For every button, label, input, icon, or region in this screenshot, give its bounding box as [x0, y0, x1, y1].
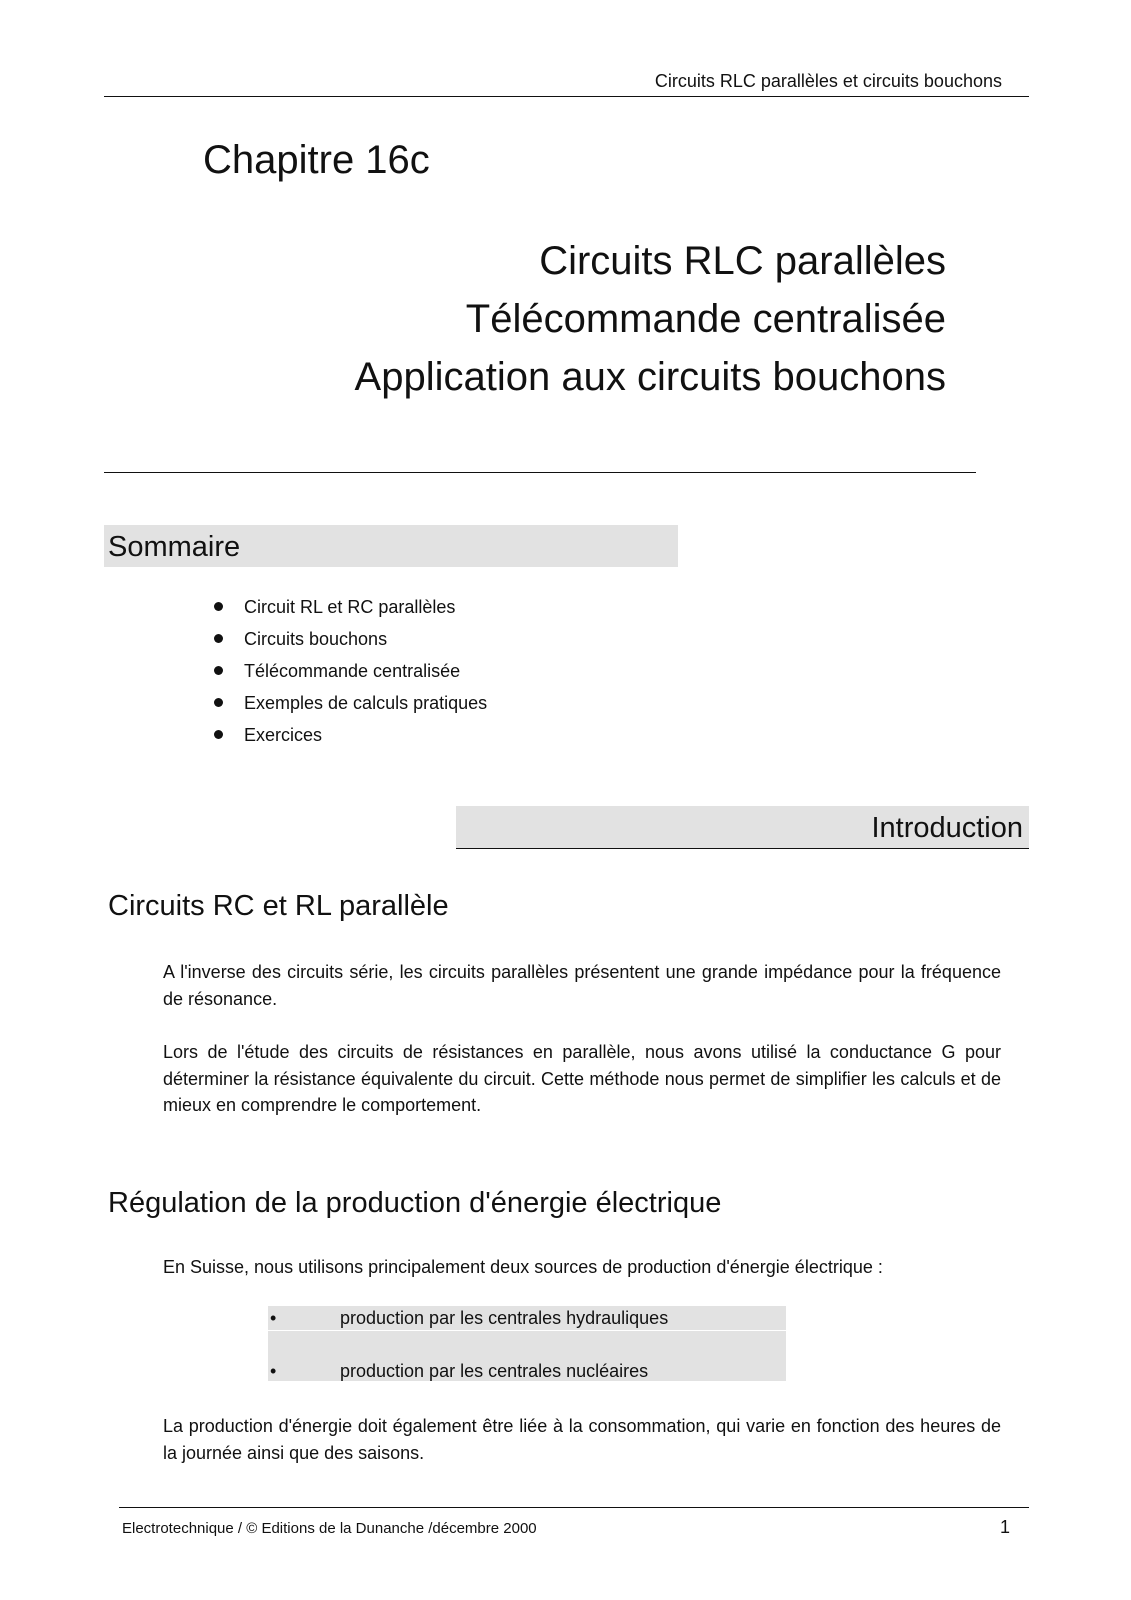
paragraph: Lors de l'étude des circuits de résistances en parallèle, nous avons utilisé la conductance G pour déterminer la résistance équivalente du circuit. Cette méthode nous permet de simplifier les calculs et de mieux en comprendre le comportement. [163, 1042, 1001, 1115]
chapter-titles [104, 232, 946, 406]
running-header: Circuits RLC parallèles et circuits bouchons [654, 71, 1002, 91]
footer-rule [119, 1507, 1029, 1508]
source-item: production par les centrales nucléaires [340, 1361, 649, 1381]
toc-item: Télécommande centralisée [214, 660, 487, 692]
paragraph: La production d'énergie doit également être liée à la consommation, qui varie en fonction des heures de la journée ainsi que des saisons. [163, 1416, 1001, 1463]
sommaire-heading: Sommaire [108, 531, 241, 563]
page-number: 1 [1000, 1517, 1011, 1537]
title-rule [104, 472, 976, 473]
chapter-title-line: Circuits RLC parallèles [539, 239, 946, 283]
paragraph: En Suisse, nous utilisons principalement deux sources de production d'énergie électrique : [163, 1257, 883, 1277]
toc-item: Circuits bouchons [214, 628, 487, 660]
introduction-heading: Introduction [871, 812, 1023, 844]
chapter-title-line: Application aux circuits bouchons [354, 355, 946, 399]
sources-table-divider [268, 1330, 786, 1331]
toc-item: Exercices [214, 724, 487, 756]
source-item: production par les centrales hydrauliques [340, 1308, 669, 1328]
toc-item: Exemples de calculs pratiques [214, 692, 487, 724]
sources-table-row [270, 1307, 780, 1329]
chapter-title-line: Télécommande centralisée [465, 297, 946, 341]
table-of-contents [214, 596, 487, 756]
footer-text: Electrotechnique / © Editions de la Dunanche /décembre 2000 [122, 1520, 537, 1537]
header-rule [104, 96, 1029, 97]
bullet: • [270, 1308, 277, 1328]
paragraph: A l'inverse des circuits série, les circuits parallèles présentent une grande impédance pour la fréquence de résonance. [163, 962, 1001, 1009]
toc-item: Circuit RL et RC parallèles [214, 596, 487, 628]
section-heading-regulation: Régulation de la production d'énergie électrique [108, 1187, 722, 1219]
bullet: • [270, 1361, 277, 1381]
section-heading-rc-rl: Circuits RC et RL parallèle [108, 890, 449, 922]
chapter-label: Chapitre 16c [203, 138, 430, 182]
sources-table-row [270, 1360, 780, 1382]
